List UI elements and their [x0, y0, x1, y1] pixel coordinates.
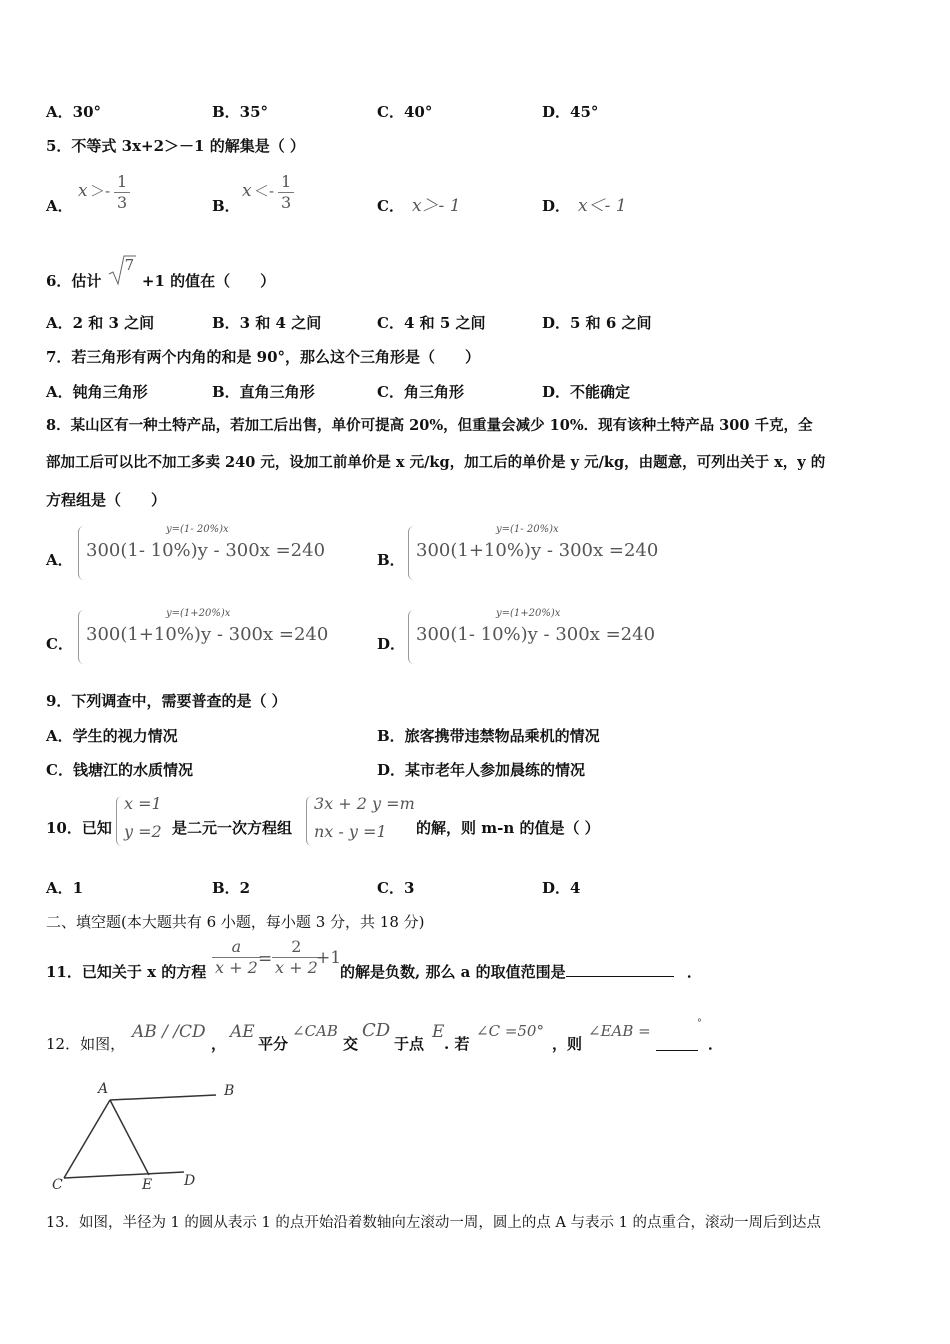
- q12-cd: CD: [362, 1020, 391, 1041]
- q10-option-c: C．3: [377, 879, 415, 897]
- q5-option-b: B． x ＜- $\frac{1}{3}$: [212, 172, 240, 192]
- q12-end: ．: [708, 1035, 724, 1053]
- q4-option-c: C．40°: [377, 103, 433, 121]
- q10-option-a: A．1: [46, 879, 84, 897]
- q4-option-b: B．35°: [212, 103, 269, 121]
- section-2-heading: 二、填空题(本大题共有 6 小题，每小题 3 分，共 18 分): [46, 913, 425, 931]
- q13-stem: 13．如图，半径为 1 的圆从表示 1 的点开始沿着数轴向左滚动一周，圆上的点 A 与表示 1 的点重合，滚动一周后到达点: [46, 1215, 821, 1231]
- q9-option-d: D．某市老年人参加晨练的情况: [377, 761, 586, 779]
- q4-option-a: A．30°: [46, 103, 102, 121]
- q8-line-1: 8．某山区有一种土特产品，若加工后出售，单价可提高 20%，但重量会减少 10%．现有该种土特产品 300 千克，全: [46, 417, 813, 434]
- q5-stem: 5．不等式 3x+2＞－1 的解集是（ ）: [46, 137, 305, 155]
- q7-option-b: B．直角三角形: [212, 383, 315, 401]
- q12-intersect: 交: [343, 1035, 359, 1053]
- q7-option-a: A．钝角三角形: [46, 383, 148, 401]
- q10-middle: 是二元一次方程组: [172, 819, 293, 837]
- q10-option-b: B．2: [212, 879, 251, 897]
- q11-prefix: 11．已知关于 x 的方程: [46, 963, 207, 981]
- q7-option-d: D．不能确定: [542, 383, 631, 401]
- q8-line-3: 方程组是（ ）: [46, 491, 167, 509]
- q6-option-d: D．5 和 6 之间: [542, 314, 652, 332]
- q5-option-c: C． x＞- 1: [377, 196, 461, 216]
- q12-at-point: 于点: [394, 1035, 425, 1053]
- brace-icon: [408, 526, 415, 580]
- q12-if: . 若: [444, 1035, 470, 1053]
- figure-label-c: C: [52, 1177, 63, 1193]
- brace-icon: [78, 610, 85, 664]
- q8-option-b-system: y=(1- 20%)x 300(1+10%)y - 300x =240: [408, 524, 668, 584]
- q5-option-d: D． x＜- 1: [542, 196, 627, 216]
- q6-option-b: B．3 和 4 之间: [212, 314, 322, 332]
- q9-option-a: A．学生的视力情况: [46, 727, 178, 745]
- q12-angle-c: ∠C =50°: [476, 1022, 544, 1040]
- q8-line-2: 部加工后可以比不加工多卖 240 元，设加工前单价是 x 元/kg，加工后的单价是 y 元/kg，由题意，可列出关于 x，y 的: [46, 454, 826, 471]
- q12-ae: AE: [230, 1022, 255, 1042]
- q12-degree: °: [697, 1018, 702, 1029]
- q8-option-a-system: y=(1- 20%)x 300(1- 10%)y - 300x =240: [78, 524, 338, 584]
- q8-option-b-label: B．: [377, 551, 405, 569]
- q11-fraction-2: $\frac{2}{x + 2}$: [272, 937, 321, 978]
- q6-option-a: A．2 和 3 之间: [46, 314, 155, 332]
- q8-option-c-system: y=(1+20%)x 300(1+10%)y - 300x =240: [78, 608, 338, 668]
- q6-stem: 6．估计 7 +1 的值在（ ）: [46, 266, 275, 291]
- q11-suffix: 的解是负数, 那么 a 的取值范围是 ．: [340, 963, 702, 981]
- q12-bisect: 平分: [258, 1035, 289, 1053]
- q12-parallel: AB / /CD: [132, 1022, 206, 1042]
- brace-icon: [306, 796, 313, 846]
- q12-then: ，则: [552, 1035, 583, 1053]
- q10-solution-system: x =1 y =2: [116, 794, 176, 850]
- q9-stem: 9．下列调查中，需要普查的是（ ）: [46, 692, 287, 710]
- q7-option-c: C．角三角形: [377, 383, 464, 401]
- q10-equation-system: 3x + 2 y =m nx - y =1: [306, 794, 416, 850]
- q12-angle-cab: ∠CAB: [292, 1022, 338, 1040]
- q12-answer-blank[interactable]: [656, 1036, 698, 1051]
- q6-option-c: C．4 和 5 之间: [377, 314, 486, 332]
- q11-fraction-1: $\frac{a}{x + 2}$: [212, 937, 261, 978]
- sqrt-symbol: 7: [107, 266, 137, 286]
- q4-option-d: D．45°: [542, 103, 599, 121]
- q12-e: E: [432, 1022, 445, 1042]
- q8-option-d-label: D．: [377, 635, 406, 653]
- figure-label-b: B: [224, 1083, 235, 1099]
- figure-label-e: E: [142, 1177, 153, 1193]
- q10-option-d: D．4: [542, 879, 581, 897]
- figure-label-d: D: [184, 1173, 196, 1189]
- q8-option-a-label: A．: [46, 551, 73, 569]
- figure-label-a: A: [98, 1081, 109, 1097]
- brace-icon: [78, 526, 85, 580]
- q9-option-c: C．钱塘江的水质情况: [46, 761, 193, 779]
- q5-option-a: A． x ＞- $\frac{1}{3}$: [46, 172, 73, 192]
- q12-comma: ，: [211, 1035, 227, 1053]
- q8-option-d-system: y=(1+20%)x 300(1- 10%)y - 300x =240: [408, 608, 668, 668]
- q12-figure: [44, 1075, 244, 1205]
- q12-angle-eab: ∠EAB =: [588, 1022, 651, 1040]
- q11-plus-one: +1: [316, 948, 342, 968]
- q10-suffix: 的解，则 m-n 的值是（ ）: [416, 819, 600, 837]
- q8-option-c-label: C．: [46, 635, 73, 653]
- brace-icon: [116, 796, 123, 846]
- q11-answer-blank[interactable]: [566, 962, 674, 977]
- q7-stem: 7．若三角形有两个内角的和是 90°，那么这个三角形是（ ）: [46, 348, 481, 366]
- q10-prefix: 10．已知: [46, 819, 112, 837]
- q11-equals: =: [258, 949, 273, 969]
- q9-option-b: B．旅客携带违禁物品乘机的情况: [377, 727, 600, 745]
- q12-prefix: 12．如图，: [46, 1035, 126, 1053]
- brace-icon: [408, 610, 415, 664]
